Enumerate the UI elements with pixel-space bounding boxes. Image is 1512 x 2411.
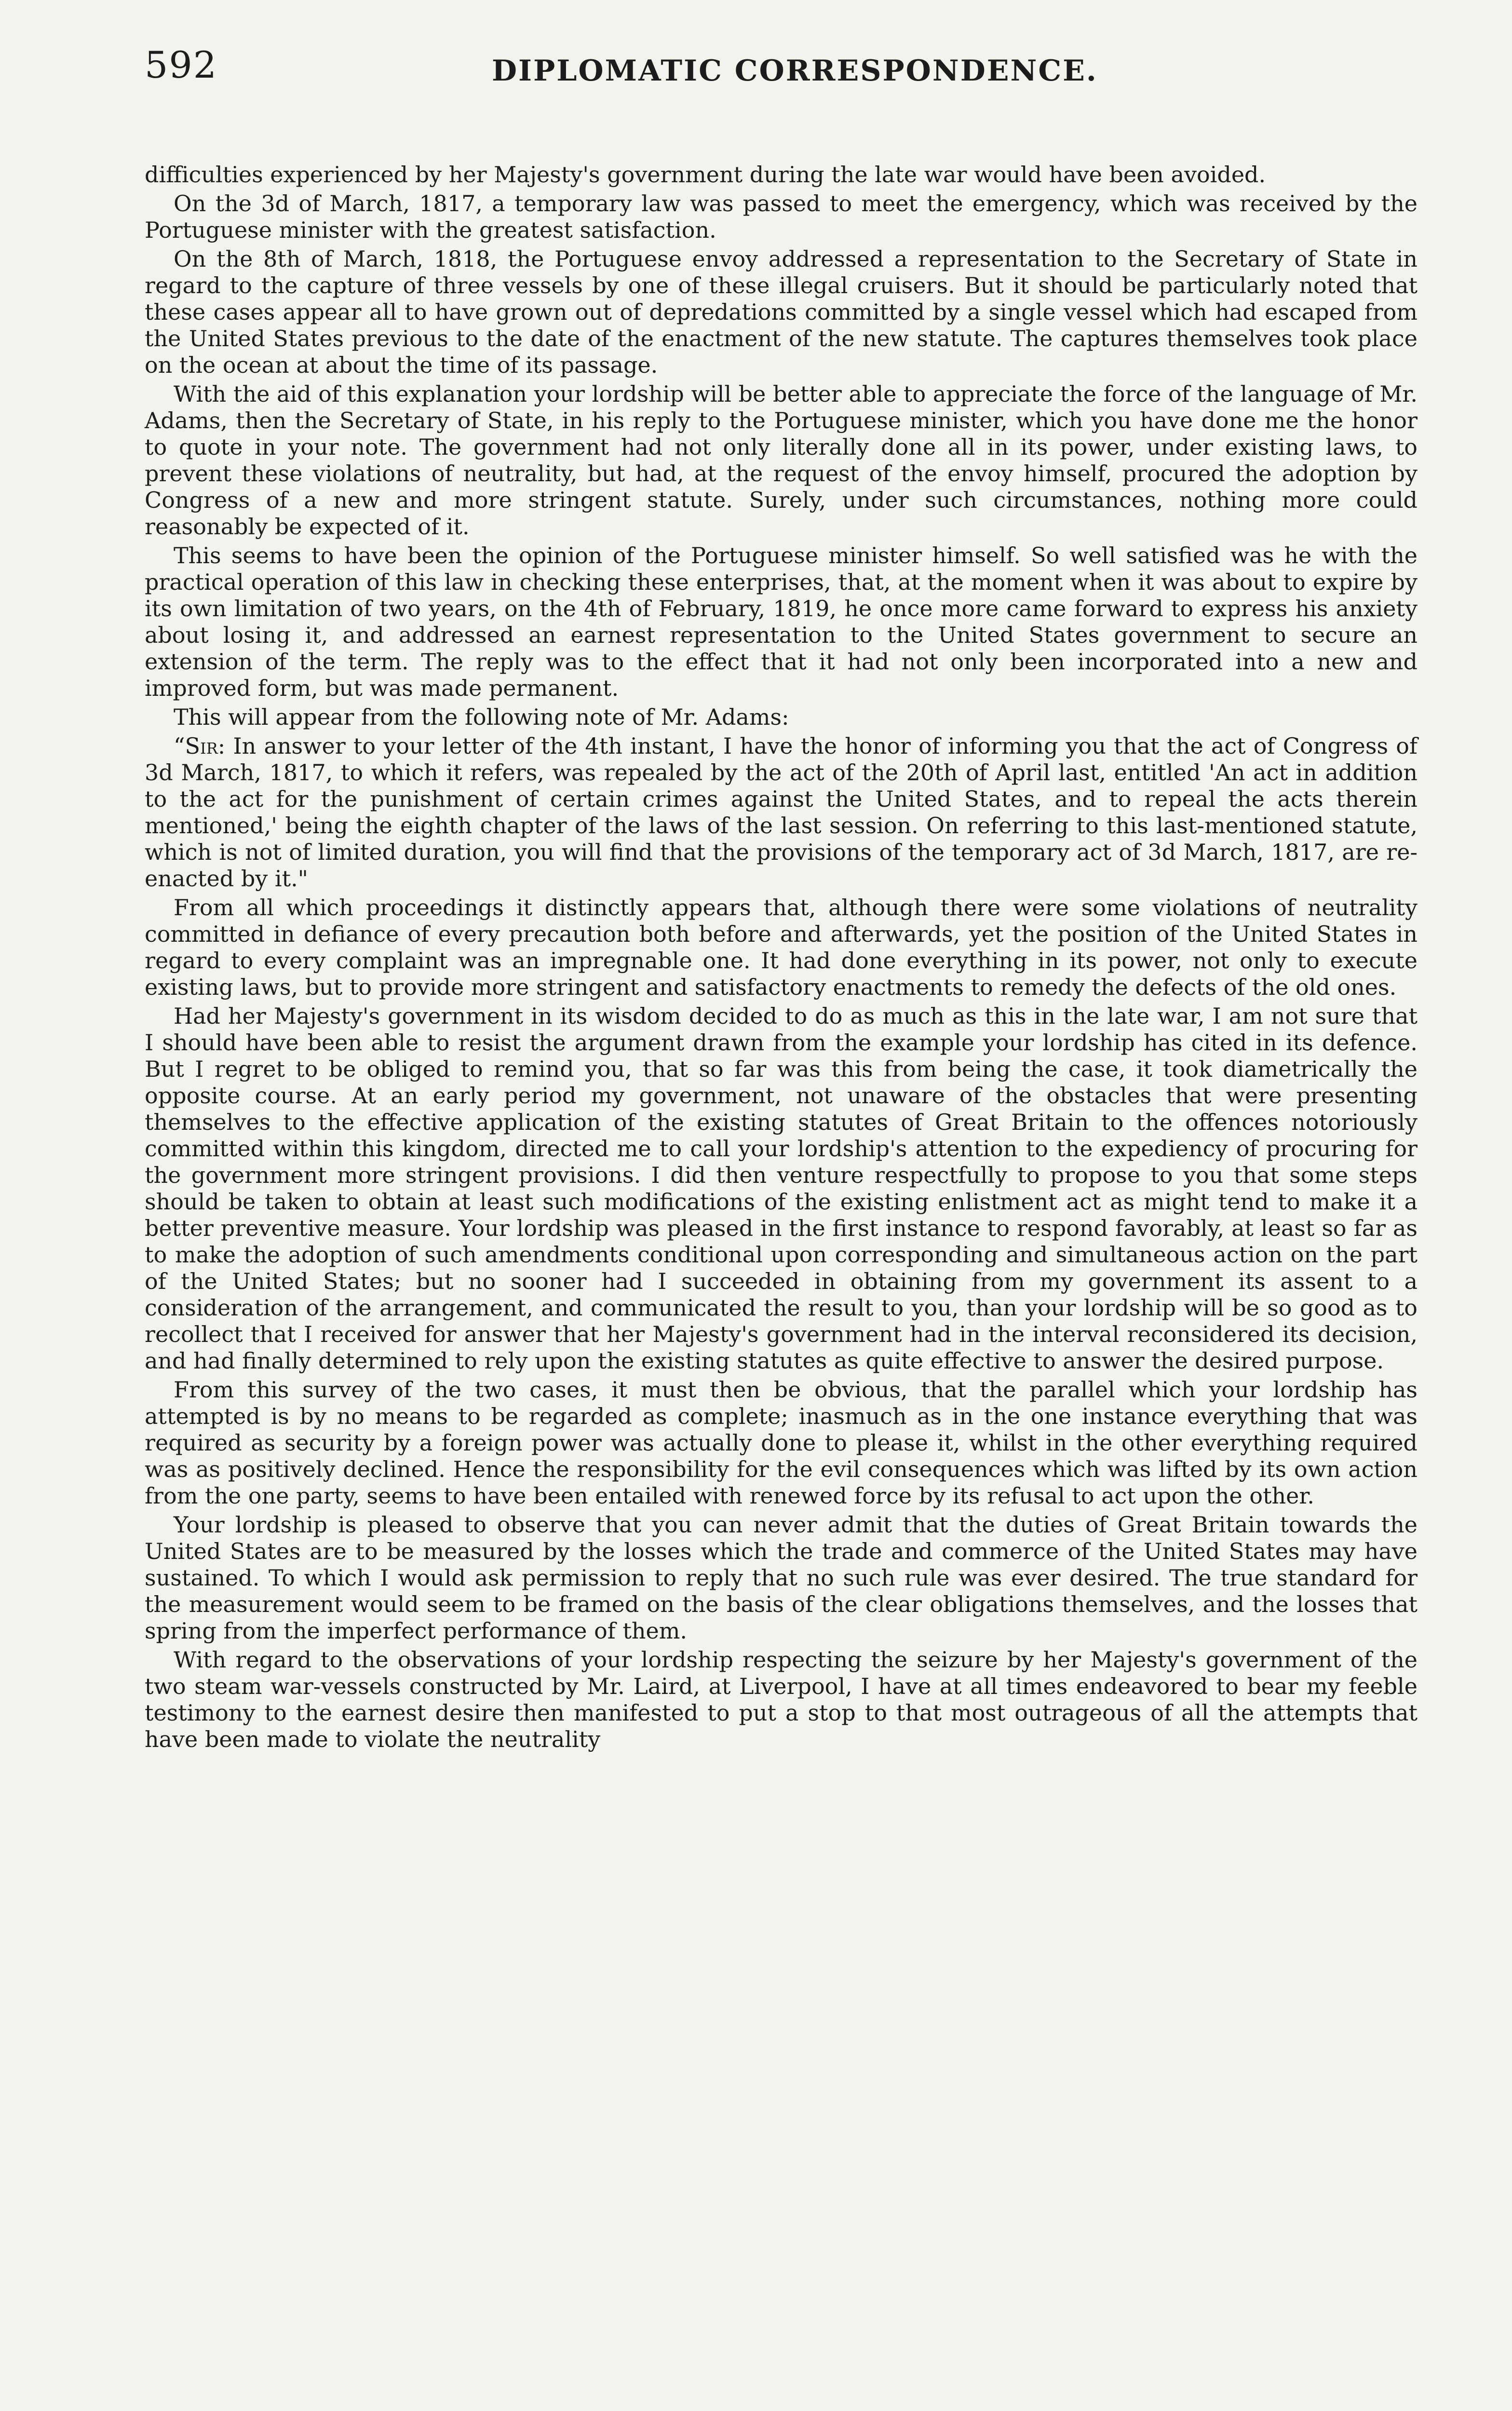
paragraph-duties: Your lordship is pleased to observe that you can never admit that the duties of Great Britain towards the United States are to be measured by the losses which the trade and commerce of the United States may have sustained. To which I would ask permission to reply that no such rule was ever desired. The true standard for the measurement would seem to be framed on the basis of the clear obligations themselves, and the losses that spring from the imperfect performance of them.: [145, 1512, 1418, 1644]
quote-body: In answer to your letter of the 4th instant, I have the honor of informing you that the act of Congress of 3d March, 1817, to which it refers, was repealed by the act of the 20th of April last, entitled 'An act in addition to the act for the punishment of certain crimes against the United States, and to repeal the acts therein mentioned,' being the eighth chapter of the laws of the last session. On referring to this last-mentioned statute, which is not of limited duration, you will find that the provisions of the temporary act of 3d March, 1817, are re-enacted by it.": [145, 733, 1418, 892]
page-number: 592: [145, 43, 218, 86]
paragraph-proceedings: From all which proceedings it distinctly appears that, although there were some violations of neutrality committed in defiance of every precaution both before and afterwards, yet the position of the United States in regard to every complaint was an impregnable one. It had done everything in its power, not only to execute existing laws, but to provide more stringent and satisfactory enactments to remedy the defects of the old ones.: [145, 894, 1418, 1000]
paragraph-portuguese-minister: This seems to have been the opinion of the Portuguese minister himself. So well satisfied was he with the practical operation of this law in checking these enterprises, that, at the moment when it was about to expire by its own limitation of two years, on the 4th of February, 1819, he once more came forward to express his anxiety about losing it, and addressed an earnest representation to the United States government to secure an extension of the term. The reply was to the effect that it had not only been incorporated into a new and improved form, but was made permanent.: [145, 542, 1418, 701]
paragraph-temporary-law: On the 3d of March, 1817, a temporary law was passed to meet the emergency, which was received by the Portuguese minister with the greatest satisfaction.: [145, 190, 1418, 243]
paragraph-portuguese-envoy: On the 8th of March, 1818, the Portuguese envoy addressed a representation to the Secretary of State in regard to the capture of three vessels by one of these illegal cruisers. But it should be particularly noted that these cases appear all to have grown out of depredations committed by a single vessel which had escaped from the United States previous to the date of the enactment of the new statute. The captures themselves took place on the ocean at about the time of its passage.: [145, 246, 1418, 378]
paragraph-adams-quote: [145, 733, 1418, 892]
paragraph-continuation: difficulties experienced by her Majesty's government during the late war would have been avoided.: [145, 162, 1266, 188]
document-page: [145, 39, 1418, 1755]
quote-salutation: “Sir:: [174, 733, 226, 759]
paragraph-explanation: With the aid of this explanation your lordship will be better able to appreciate the force of the language of Mr. Adams, then the Secretary of State, in his reply to the Portuguese minister, which you have done me the honor to quote in your note. The government had not only literally done all in its power, under existing laws, to prevent these violations of neutrality, but had, at the request of the envoy himself, procured the adoption by Congress of a new and more stringent statute. Surely, under such circumstances, nothing more could reasonably be expected of it.: [145, 381, 1418, 540]
paragraph-laird-vessels: With regard to the observations of your lordship respecting the seizure by her Majesty's government of the two steam war-vessels constructed by Mr. Laird, at Liverpool, I have at all times endeavored to bear my feeble testimony to the earnest desire then manifested to put a stop to that most outrageous of all the attempts that have been made to violate the neutrality: [145, 1647, 1418, 1752]
body-text: [145, 162, 1418, 1753]
running-title: DIPLOMATIC CORRESPONDENCE.: [492, 54, 1098, 88]
paragraph-majesty-government: Had her Majesty's government in its wisdom decided to do as much as this in the late war, I am not sure that I should have been able to resist the argument drawn from the example your lordship has cited in its defence. But I regret to be obliged to remind you, that so far was this from being the case, it took diametrically the opposite course. At an early period my government, not unaware of the obstacles that were presenting themselves to the effective application of the existing statutes of Great Britain to the offences notoriously committed within this kingdom, directed me to call your lordship's attention to the expediency of procuring for the government more stringent provisions. I did then venture respectfully to propose to you that some steps should be taken to obtain at least such modifications of the existing enlistment act as might tend to make it a better preventive measure. Your lordship was pleased in the first instance to respond favorably, at least so far as to make the adoption of such amendments conditional upon corresponding and simultaneous action on the part of the United States; but no sooner had I succeeded in obtaining from my government its assent to a consideration of the arrangement, and communicated the result to you, than your lordship will be so good as to recollect that I received for answer that her Majesty's government had in the interval reconsidered its decision, and had finally determined to rely upon the existing statutes as quite effective to answer the desired purpose.: [145, 1003, 1418, 1374]
paragraph-survey: From this survey of the two cases, it must then be obvious, that the parallel which your lordship has attempted is by no means to be regarded as complete; inasmuch as in the one instance everything that was required as security by a foreign power was actually done to please it, whilst in the other everything required was as positively declined. Hence the responsibility for the evil consequences which was lifted by its own action from the one party, seems to have been entailed with renewed force by its refusal to act upon the other.: [145, 1377, 1418, 1509]
paragraph-note-intro: This will appear from the following note of Mr. Adams:: [174, 704, 789, 730]
page-header: [145, 39, 1418, 111]
